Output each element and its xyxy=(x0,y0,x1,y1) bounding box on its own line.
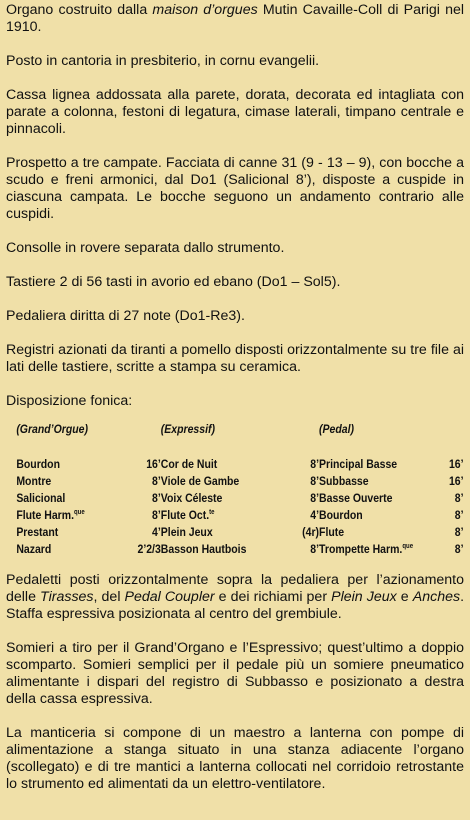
stop-name: Bourdon xyxy=(16,457,60,471)
stop-footage: 8’ xyxy=(310,542,320,556)
stop-name: Principal Basse xyxy=(319,457,398,471)
stop-name-cell xyxy=(16,473,135,490)
stop-name: Nazard xyxy=(16,542,52,556)
stop-name-cell xyxy=(319,541,438,558)
stop-row xyxy=(319,541,463,558)
stop-name-cell xyxy=(161,524,293,541)
stop-name: Bourdon xyxy=(319,508,363,522)
paragraph-console: Consolle in rovere separata dallo strumento. xyxy=(6,240,285,256)
stop-footage: 16’ xyxy=(448,457,464,471)
paragraph-bellows: La manticeria si compone di un maestro a lanterna con pompe di alimentazione a stanga situato in una stanza adiacente l’organo (scollegato) e di tre mantici a lanterna collocati nel corridoio retrostante lo strumento ed alimentati da un elettro-ventilatore. xyxy=(6,725,464,792)
stop-name: Plein Jeux xyxy=(160,525,213,539)
stop-name-cell xyxy=(16,456,135,473)
stop-name-cell xyxy=(161,456,293,473)
stop-name-superscript: te xyxy=(209,509,215,516)
stop-name-cell xyxy=(161,507,293,524)
stop-name-cell xyxy=(319,524,438,541)
paragraph-facade: Prospetto a tre campate. Facciata di canne 31 (9 - 13 – 9), con bocche a scudo e freni armonici, dal Do1 (Salicional 8’), disposte a cuspide in ciascuna campata. Le bocche seguono un andamento contrario alle cuspidi. xyxy=(6,155,464,222)
stop-footage: 8’ xyxy=(310,491,320,505)
stop-row xyxy=(161,490,319,507)
stop-footage: 4’ xyxy=(310,508,320,522)
stop-footage: 4’ xyxy=(152,525,161,539)
stop-name-cell xyxy=(161,541,293,558)
paragraph-manuals: Tastiere 2 di 56 tasti in avorio ed ebano (Do1 – Sol5). xyxy=(6,274,341,290)
stop-name: Flute xyxy=(319,525,345,539)
stop-name: Salicional xyxy=(16,491,66,505)
stoplist-column-pedal xyxy=(319,422,463,558)
stop-name-cell xyxy=(161,473,293,490)
stop-name: Viole de Gambe xyxy=(160,474,240,488)
stop-name: Basse Ouverte xyxy=(319,491,393,505)
stop-name: Trompette Harm. xyxy=(319,542,403,556)
stop-row xyxy=(161,541,319,558)
stop-name: Prestant xyxy=(16,525,59,539)
paragraph-pedalboard: Pedaliera diritta di 27 note (Do1-Re3). xyxy=(6,308,245,324)
stop-name-cell xyxy=(16,524,135,541)
stop-row xyxy=(319,524,463,541)
stop-row xyxy=(161,456,319,473)
stop-row xyxy=(319,507,463,524)
stop-row xyxy=(16,541,160,558)
stop-row xyxy=(161,473,319,490)
stop-name-cell xyxy=(319,507,438,524)
stop-footage: 8’ xyxy=(152,491,161,505)
stop-footage: 2’2/3 xyxy=(137,542,161,556)
stop-name-cell xyxy=(319,473,438,490)
stop-name-cell xyxy=(319,490,438,507)
stop-name-superscript: que xyxy=(402,543,414,550)
stop-row xyxy=(16,473,160,490)
stop-row xyxy=(319,490,463,507)
stop-footage: 16’ xyxy=(448,474,464,488)
stop-row xyxy=(161,507,319,524)
stop-name: Flute Harm. xyxy=(16,508,74,522)
stop-row xyxy=(319,456,463,473)
stop-footage: (4r) xyxy=(302,525,320,539)
stop-footage: 16’ xyxy=(146,457,161,471)
stop-name: Voix Céleste xyxy=(160,491,223,505)
stop-footage: 8’ xyxy=(454,508,464,522)
stoplist-table xyxy=(6,422,464,558)
stop-name-cell xyxy=(16,541,135,558)
column-heading: (Expressif) xyxy=(160,422,215,436)
paragraph-location: Posto in cantoria in presbiterio, in cornu evangelii. xyxy=(6,53,320,69)
paragraph-case: Cassa lignea addossata alla parete, dorata, decorata ed intagliata con parate a colonna, festoni di legatura, cimase laterali, timpano centrale e pinnacoli. xyxy=(6,87,464,137)
stop-row xyxy=(161,524,319,541)
stop-footage: 8’ xyxy=(454,491,464,505)
stoplist-column-grand-orgue xyxy=(16,422,160,558)
stop-name-cell xyxy=(319,456,438,473)
paragraph-windchests: Somieri a tiro per il Grand’Organo e l’Espressivo; quest’ultimo a doppio scomparto. Somieri semplici per il pedale più un somiere pneumatico alimentante i dispari del registro di Subbasso e posizionato a destra della cassa espressiva. xyxy=(6,640,464,707)
stop-row xyxy=(16,524,160,541)
column-heading: (Pedal) xyxy=(319,422,354,436)
builder-term: maison d’orgues xyxy=(152,2,258,18)
column-heading: (Grand’Orgue) xyxy=(16,422,88,436)
stop-name: Subbasse xyxy=(319,474,369,488)
paragraph-stop-action: Registri azionati da tiranti a pomello disposti orizzontalmente su tre file ai lati delle tastiere, scritte a stampa su ceramica. xyxy=(6,342,464,375)
stop-footage: 8’ xyxy=(454,542,464,556)
stop-footage: 8’ xyxy=(310,474,320,488)
stop-name-superscript: que xyxy=(73,509,85,516)
stop-row xyxy=(16,490,160,507)
stop-footage: 8’ xyxy=(310,457,320,471)
stop-row xyxy=(16,456,160,473)
stop-name: Flute Oct. xyxy=(160,508,210,522)
stop-name: Cor de Nuit xyxy=(160,457,218,471)
stoplist-column-expressif xyxy=(161,422,319,558)
stop-name: Montre xyxy=(16,474,52,488)
stop-row xyxy=(319,473,463,490)
stop-row xyxy=(16,507,160,524)
stop-name-cell xyxy=(16,490,135,507)
paragraph-disposition-title: Disposizione fonica: xyxy=(6,393,133,409)
stop-footage: 8’ xyxy=(152,474,161,488)
stop-footage: 8’ xyxy=(454,525,464,539)
stop-footage: 8’ xyxy=(152,508,161,522)
paragraph-builder: Organo costruito dalla maison d’orgues Mutin Cavaille-Coll di Parigi nel 1910. xyxy=(6,2,465,35)
stop-name-cell xyxy=(161,490,293,507)
stop-name: Basson Hautbois xyxy=(160,542,247,556)
stop-name-cell xyxy=(16,507,135,524)
paragraph-pedal-levers: Pedaletti posti orizzontalmente sopra la pedaliera per l’azionamento delle Tirasses, del Pedal Coupler e dei richiami per Plein Jeux e Anches. Staffa espressiva posizionata al centro del grembiule. xyxy=(6,572,465,622)
